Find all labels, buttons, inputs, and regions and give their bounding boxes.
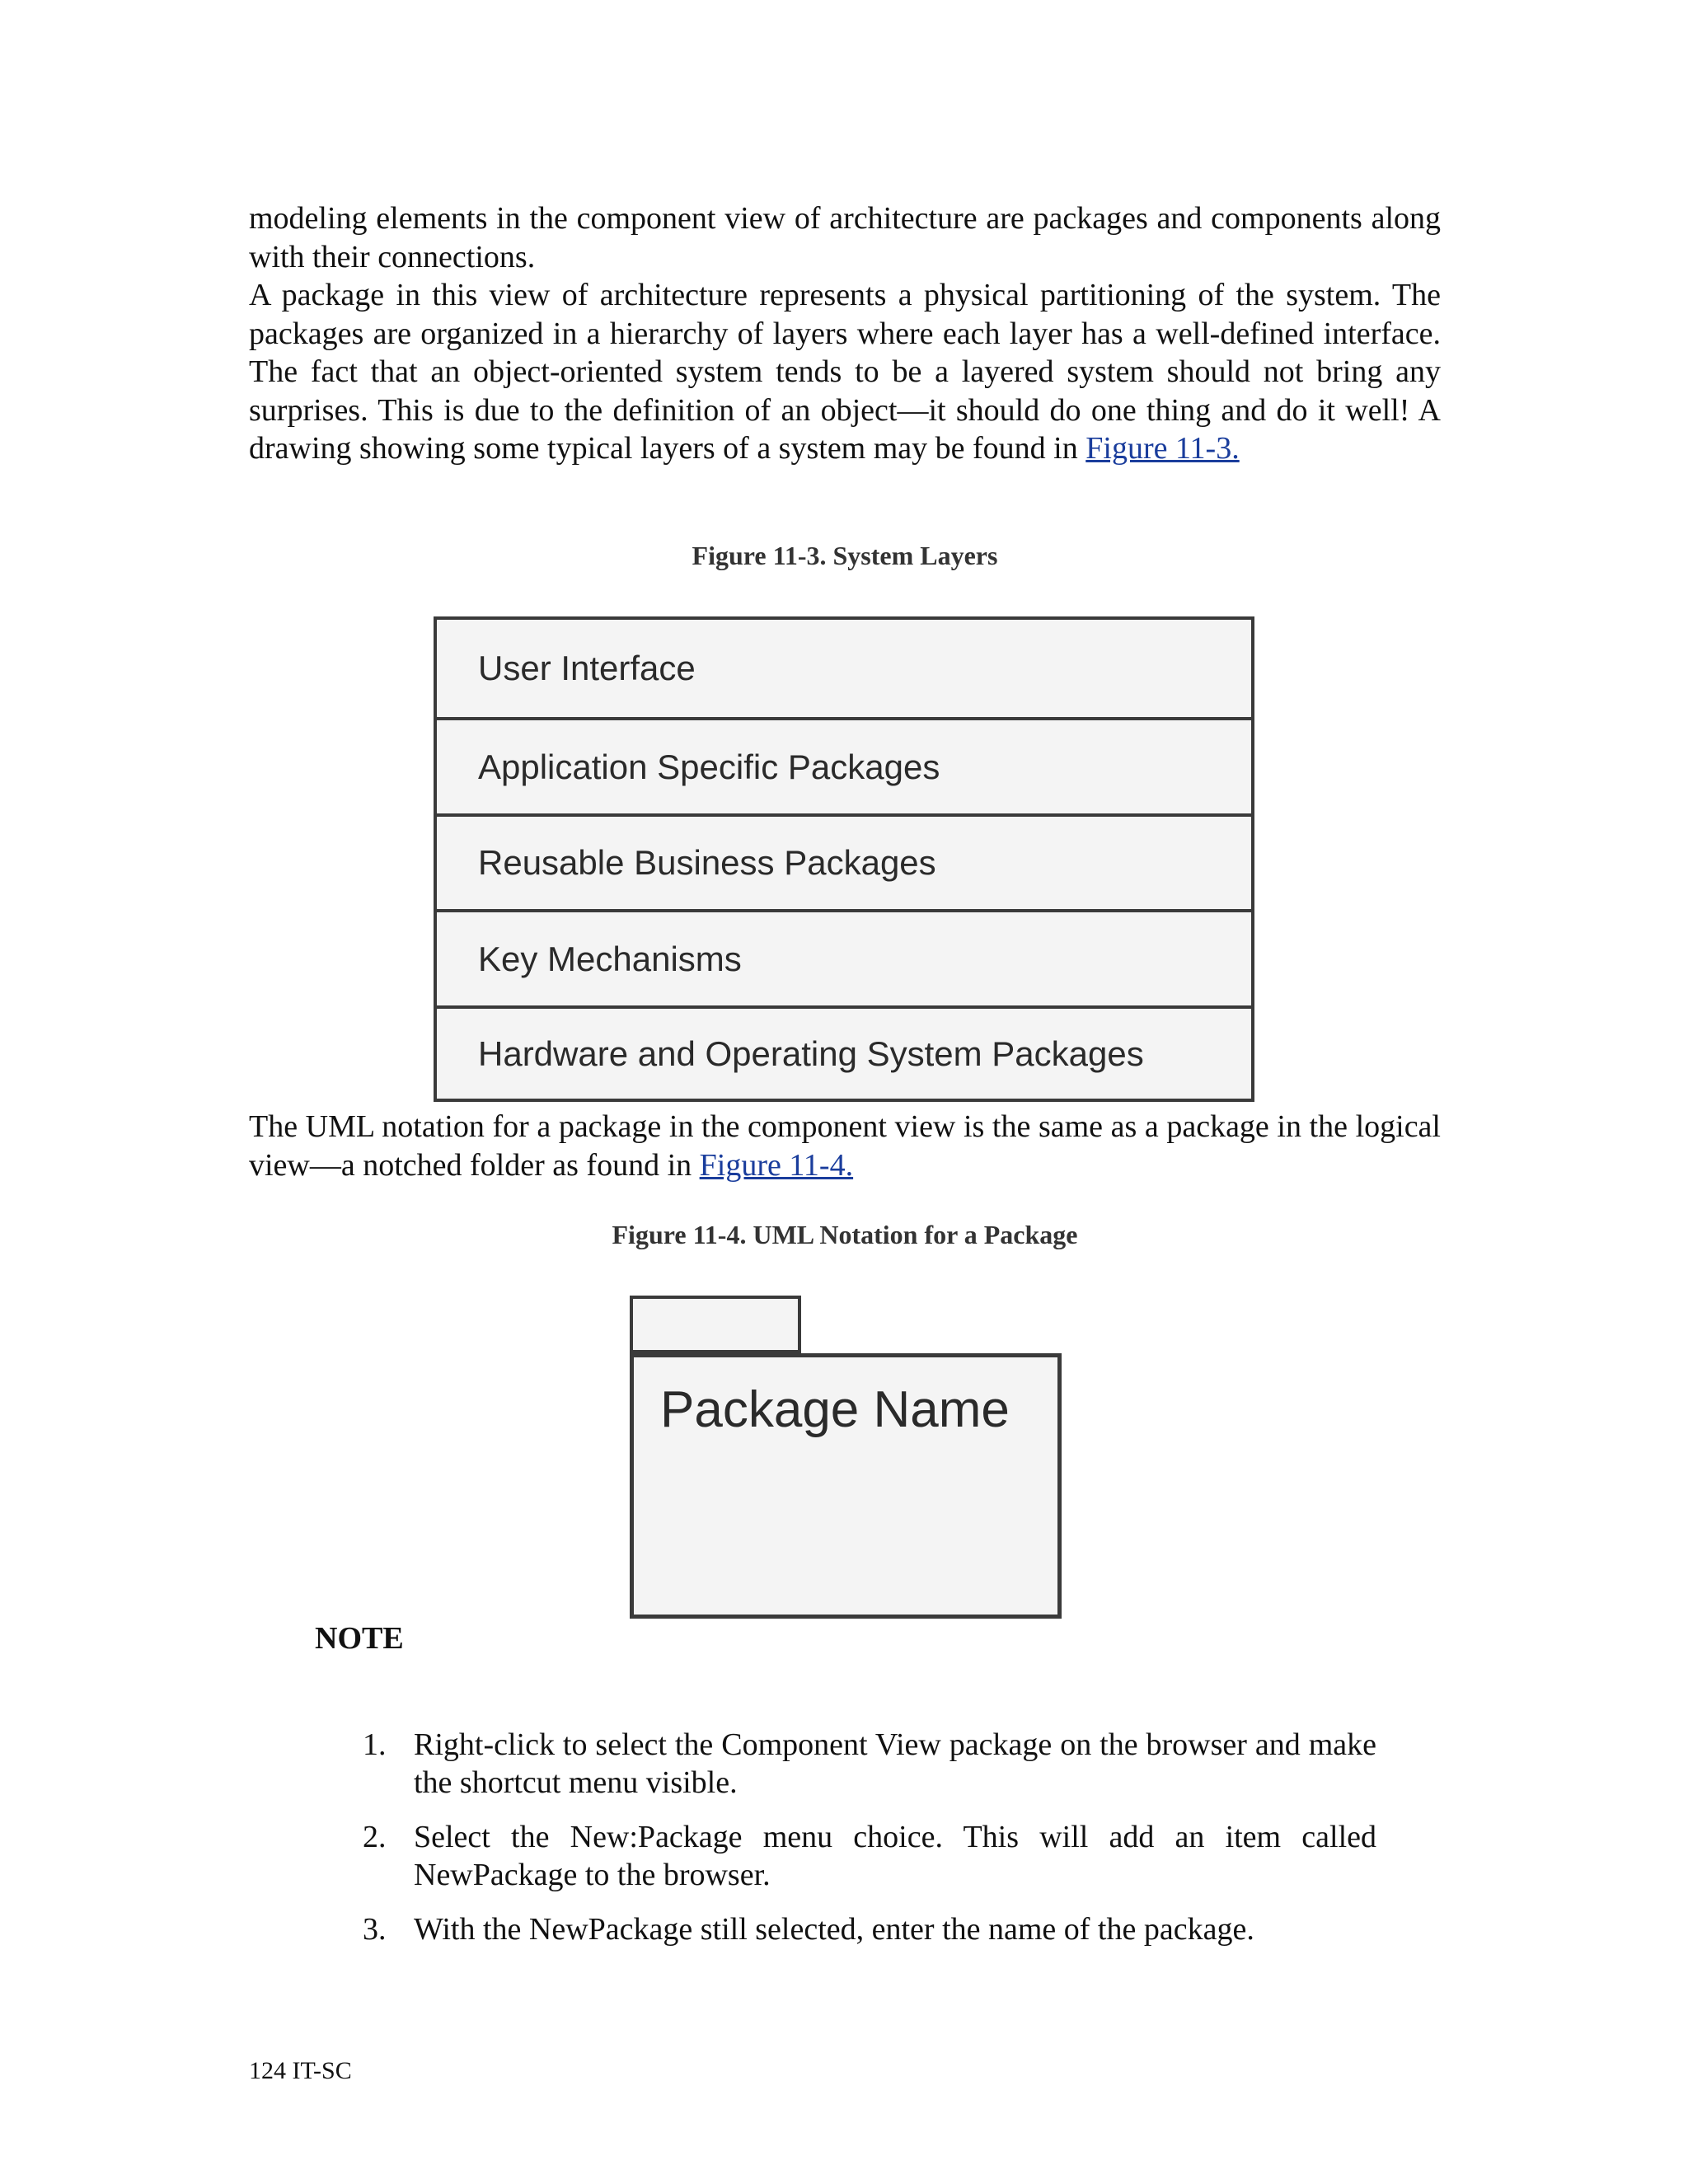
package-folder-body xyxy=(630,1353,1062,1619)
step-number: 1. xyxy=(363,1727,387,1762)
package-name-label: Package Name xyxy=(660,1381,1010,1438)
figure-11-4-caption: Figure 11-4. UML Notation for a Package xyxy=(612,1220,1078,1249)
list-item xyxy=(354,1818,1376,1894)
layer-user-interface: User Interface xyxy=(437,620,1251,720)
list-item xyxy=(354,1910,1376,1948)
step-text: Right-click to select the Component View package on the browser and make the shortcut menu visible. xyxy=(414,1727,1376,1800)
layer-application-specific-packages: Application Specific Packages xyxy=(437,720,1251,817)
step-number: 3. xyxy=(363,1912,387,1947)
figure-11-3-link[interactable]: Figure 11-3. xyxy=(1085,431,1240,466)
step-text: Select the New:Package menu choice. This will add an item called NewPackage to the browser. xyxy=(414,1820,1376,1892)
package-folder-tab xyxy=(630,1296,801,1353)
layer-hardware-os-packages: Hardware and Operating System Packages xyxy=(478,1033,1144,1073)
step-number: 2. xyxy=(363,1820,387,1854)
system-layers-diagram xyxy=(434,616,1254,1102)
figure-11-4-link[interactable]: Figure 11-4. xyxy=(699,1147,854,1183)
paragraph-3-text: The UML notation for a package in the component view is the same as a package in the logical view—a notched folder as found in xyxy=(249,1109,1441,1183)
note-heading: NOTE xyxy=(315,1621,404,1656)
note-steps-list xyxy=(354,1726,1376,1965)
body-text-middle xyxy=(249,1108,1441,1184)
paragraph-1: modeling elements in the component view of architecture are packages and components along with their connections. xyxy=(249,201,1441,274)
paragraph-3 xyxy=(249,1108,1441,1184)
page-footer: 124 IT-SC xyxy=(249,2057,352,2084)
layer-key-mechanisms: Key Mechanisms xyxy=(437,912,1251,1009)
list-item xyxy=(354,1726,1376,1802)
figure-11-3-caption: Figure 11-3. System Layers xyxy=(692,541,998,570)
body-text-top xyxy=(249,199,1441,468)
paragraph-2 xyxy=(249,276,1441,468)
paragraph-2-text: A package in this view of architecture represents a physical partitioning of the system. The packages are organized in a hierarchy of layers where each layer has a well-defined interface. The fact that an object-oriented system tends to be a layered system should not bring any surprises. This is due to the definition of an object—it should do one thing and do it well! A drawing showing some typical layers of a system may be found in xyxy=(249,278,1441,466)
layer-reusable-business-packages: Reusable Business Packages xyxy=(437,817,1251,912)
step-text: With the NewPackage still selected, enter the name of the package. xyxy=(414,1912,1254,1947)
